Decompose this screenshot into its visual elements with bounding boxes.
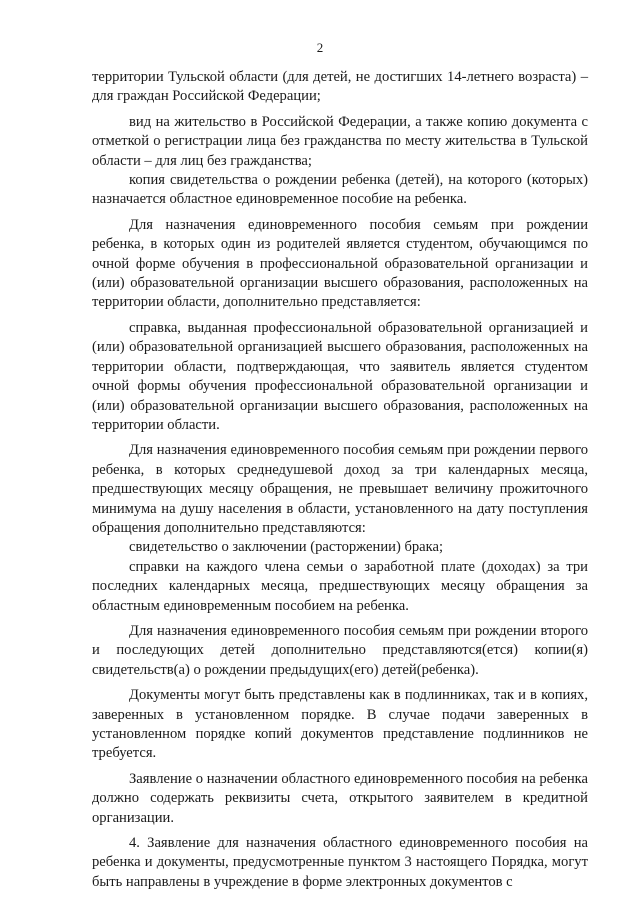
paragraph-1: территории Тульской области (для детей, не достигших 14-летнего возраста) – для граждан Российской Федерации;: [92, 69, 588, 105]
paragraph-7: свидетельство о заключении (расторжении) брака;: [129, 539, 444, 556]
paragraph-8: справки на каждого члена семьи о заработной плате (доходах) за три последних календарных месяца, предшествующих месяцу обращения за областным единовременным пособием на ребенка.: [92, 558, 588, 614]
paragraph-10: Документы могут быть представлены как в подлинниках, так и в копиях, заверенных в установленном порядке. В случае подачи заверенных в установленном порядке копий документов представление подлинников не требуется.: [92, 687, 588, 762]
paragraph-11: Заявление о назначении областного единовременного пособия на ребенка должно содержать реквизиты счета, открытого заявителем в кредитной организации.: [92, 770, 588, 826]
paragraph-4: Для назначения единовременного пособия семьям при рождении ребенка, в которых один из родителей является студентом, обучающимся по очной форме обучения в профессиональной образовательной организации и (или) образовательной организации высшего образования, расположенных на территории области, дополнительно представляется:: [92, 216, 588, 311]
paragraph-3: копия свидетельства о рождении ребенка (детей), на которого (которых) назначается областное единовременное пособие на ребенка.: [92, 172, 588, 208]
document-body: [92, 68, 588, 892]
paragraph-6: Для назначения единовременного пособия семьям при рождении первого ребенка, в которых среднедушевой доход за три календарных месяца, предшествующих месяцу обращения, не превышает величину прожиточного минимума на душу населения в области, установленного на дату поступления обращения дополнительно представляются:: [92, 442, 588, 536]
paragraph-12: 4. Заявление для назначения областного единовременного пособия на ребенка и документы, предусмотренные пунктом 3 настоящего Порядка, могут быть направлены в учреждение в форме электронных документов с: [92, 835, 588, 890]
paragraph-9: Для назначения единовременного пособия семьям при рождении второго и последующих детей дополнительно представляются(ется) копии(я) свидетельств(а) о рождении предыдущих(его) детей(ребенка).: [92, 622, 588, 678]
paragraph-2: вид на жительство в Российской Федерации, а также копию документа с отметкой о регистрации лица без гражданства по месту жительства в Тульской области – для лиц без гражданства;: [92, 113, 588, 169]
paragraph-5: справка, выданная профессиональной образовательной организацией и (или) образовательной организацией высшего образования, расположенных на территории области, подтверждающая, что заявитель является студентом очной формы обучения профессиональной образовательной организации и (или) образовательной организации высшего образования, расположенных на территории области.: [92, 319, 588, 433]
page-number: 2: [316, 40, 324, 55]
